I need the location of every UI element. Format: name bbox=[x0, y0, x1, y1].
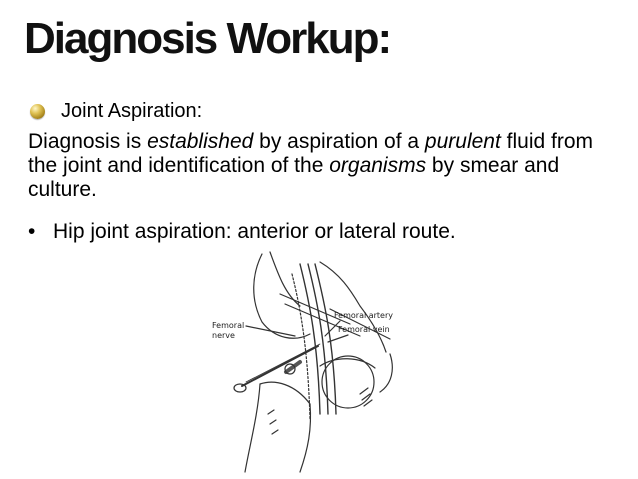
bullet-hip-aspiration-label: Hip joint aspiration: anterior or lateral route. bbox=[53, 220, 456, 243]
bullet-joint-aspiration bbox=[30, 100, 202, 123]
pelvis-outline bbox=[254, 254, 310, 338]
femur-shaft bbox=[245, 384, 260, 472]
para-text-4: by smear and culture. bbox=[28, 154, 560, 201]
para-text-3: fluid from the joint and identification of the bbox=[28, 130, 594, 177]
para-emphasis-organisms: organisms bbox=[329, 154, 427, 177]
bullet-joint-aspiration-label: Joint Aspiration: bbox=[61, 100, 203, 122]
bullet-orb-icon bbox=[30, 104, 45, 119]
hip-anatomy-drawing bbox=[200, 244, 430, 474]
bullet-hip-aspiration bbox=[28, 220, 456, 244]
femoral-artery-line bbox=[300, 264, 320, 414]
label-nerve: nerve bbox=[212, 331, 235, 340]
para-text-2: by aspiration of a bbox=[253, 130, 425, 153]
para-emphasis-established: established bbox=[147, 130, 254, 153]
hip-aspiration-illustration bbox=[200, 244, 430, 474]
label-femoral: Femoral bbox=[212, 321, 245, 330]
para-emphasis-purulent: purulent bbox=[424, 130, 501, 153]
bullet-dot-icon: • bbox=[28, 220, 36, 243]
para-text-1: Diagnosis is bbox=[28, 130, 148, 153]
label-femoral-vein: Femoral vein bbox=[338, 325, 390, 334]
femoral-head bbox=[322, 356, 374, 408]
femoral-vein-line bbox=[315, 264, 336, 414]
slide-title: Diagnosis Workup: bbox=[24, 14, 391, 63]
syringe-hub bbox=[234, 384, 246, 392]
diagnosis-paragraph bbox=[28, 130, 628, 202]
label-femoral-artery: Femoral artery bbox=[334, 311, 394, 320]
